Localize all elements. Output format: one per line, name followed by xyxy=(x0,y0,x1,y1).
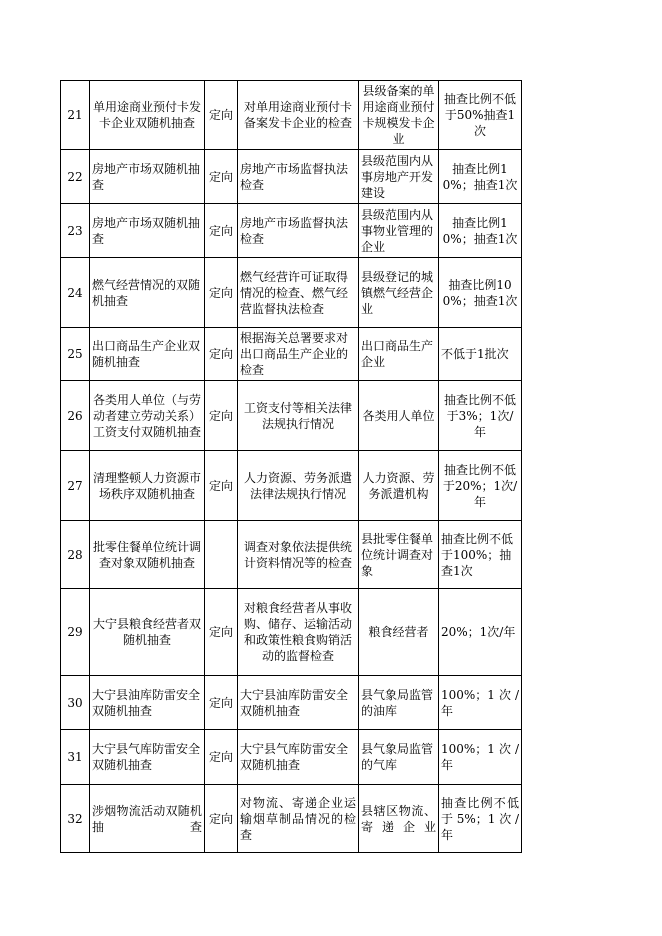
row-number: 24 xyxy=(61,258,90,328)
row-number: 29 xyxy=(61,589,90,676)
inspection-type: 定向 xyxy=(205,451,238,521)
inspection-content: 房地产市场监督执法检查 xyxy=(238,150,359,204)
inspection-type: 定向 xyxy=(205,81,238,150)
item-name: 燃气经营情况的双随机抽查 xyxy=(90,258,205,328)
inspection-type xyxy=(205,521,238,589)
item-name: 大宁县油库防雷安全双随机抽查 xyxy=(90,676,205,730)
inspection-object: 县级范围内从事房地产开发建设 xyxy=(359,150,439,204)
inspection-ratio: 抽查比例不低于20%；1次/年 xyxy=(439,451,522,521)
inspection-content: 对粮食经营者从事收购、储存、运输活动和政策性粮食购销活动的监督检查 xyxy=(238,589,359,676)
row-number: 27 xyxy=(61,451,90,521)
inspection-object: 出口商品生产企业 xyxy=(359,328,439,381)
item-name: 清理整顿人力资源市场秩序双随机抽查 xyxy=(90,451,205,521)
inspection-content: 大宁县油库防雷安全双随机抽查 xyxy=(238,676,359,730)
inspection-content: 调查对象依法提供统计资料情况等的检查 xyxy=(238,521,359,589)
row-number: 28 xyxy=(61,521,90,589)
inspection-type: 定向 xyxy=(205,730,238,785)
item-name: 各类用人单位（与劳动者建立劳动关系）工资支付双随机抽查 xyxy=(90,381,205,451)
table-row xyxy=(61,328,522,381)
inspection-object: 县气象局监管的油库 xyxy=(359,676,439,730)
table-row xyxy=(61,730,522,785)
inspection-type: 定向 xyxy=(205,785,238,853)
item-name: 大宁县粮食经营者双随机抽查 xyxy=(90,589,205,676)
inspection-object: 县级备案的单用途商业预付卡规模发卡企业 xyxy=(359,81,439,150)
table-row xyxy=(61,589,522,676)
table-row xyxy=(61,676,522,730)
inspection-type: 定向 xyxy=(205,676,238,730)
row-number: 23 xyxy=(61,204,90,258)
item-name: 涉烟物流活动双随机抽查 xyxy=(90,785,205,853)
inspection-object: 县级范围内从事物业管理的企业 xyxy=(359,204,439,258)
row-number: 25 xyxy=(61,328,90,381)
inspection-content: 对单用途商业预付卡备案发卡企业的检查 xyxy=(238,81,359,150)
inspection-object: 各类用人单位 xyxy=(359,381,439,451)
inspection-ratio: 抽查比例不低于5%；1次/年 xyxy=(439,785,522,853)
inspection-ratio: 不低于1批次 xyxy=(439,328,522,381)
inspection-ratio: 抽查比例100%；抽查1次 xyxy=(439,258,522,328)
inspection-object: 人力资源、劳务派遣机构 xyxy=(359,451,439,521)
inspection-ratio: 抽查比例10%；抽查1次 xyxy=(439,204,522,258)
row-number: 32 xyxy=(61,785,90,853)
inspection-object: 粮食经营者 xyxy=(359,589,439,676)
inspection-content: 房地产市场监督执法检查 xyxy=(238,204,359,258)
table-row xyxy=(61,521,522,589)
item-name: 单用途商业预付卡发卡企业双随机抽查 xyxy=(90,81,205,150)
inspection-content: 对物流、寄递企业运输烟草制品情况的检查 xyxy=(238,785,359,853)
item-name: 房地产市场双随机抽查 xyxy=(90,204,205,258)
item-name: 批零住餐单位统计调查对象双随机抽查 xyxy=(90,521,205,589)
inspection-object: 县批零住餐单位统计调查对象 xyxy=(359,521,439,589)
inspection-ratio: 100%；1次/年 xyxy=(439,730,522,785)
item-name: 大宁县气库防雷安全双随机抽查 xyxy=(90,730,205,785)
inspection-content: 工资支付等相关法律法规执行情况 xyxy=(238,381,359,451)
inspection-ratio: 抽查比例不低于100%；抽查1次 xyxy=(439,521,522,589)
inspection-ratio: 100%；1次/年 xyxy=(439,676,522,730)
row-number: 21 xyxy=(61,81,90,150)
inspection-ratio: 抽查比例不低于3%；1次/年 xyxy=(439,381,522,451)
table-row xyxy=(61,81,522,150)
inspection-object: 县级登记的城镇燃气经营企业 xyxy=(359,258,439,328)
inspection-object: 县气象局监管的气库 xyxy=(359,730,439,785)
table-row xyxy=(61,381,522,451)
inspection-type: 定向 xyxy=(205,328,238,381)
inspection-object: 县辖区物流、寄递企业 xyxy=(359,785,439,853)
table-row xyxy=(61,150,522,204)
inspection-type: 定向 xyxy=(205,589,238,676)
inspection-type: 定向 xyxy=(205,150,238,204)
row-number: 26 xyxy=(61,381,90,451)
inspection-type: 定向 xyxy=(205,204,238,258)
inspection-content: 燃气经营许可证取得情况的检查、燃气经营监督执法检查 xyxy=(238,258,359,328)
item-name: 房地产市场双随机抽查 xyxy=(90,150,205,204)
item-name: 出口商品生产企业双随机抽查 xyxy=(90,328,205,381)
table-row xyxy=(61,204,522,258)
row-number: 30 xyxy=(61,676,90,730)
inspection-type: 定向 xyxy=(205,258,238,328)
inspection-table xyxy=(60,80,522,853)
inspection-content: 大宁县气库防雷安全双随机抽查 xyxy=(238,730,359,785)
inspection-ratio: 抽查比例不低于50%抽查1次 xyxy=(439,81,522,150)
row-number: 22 xyxy=(61,150,90,204)
table-row xyxy=(61,785,522,853)
inspection-type: 定向 xyxy=(205,381,238,451)
row-number: 31 xyxy=(61,730,90,785)
inspection-content: 人力资源、劳务派遣法律法规执行情况 xyxy=(238,451,359,521)
table-row xyxy=(61,451,522,521)
table-row xyxy=(61,258,522,328)
inspection-ratio: 抽查比例10%；抽查1次 xyxy=(439,150,522,204)
inspection-ratio: 20%；1次/年 xyxy=(439,589,522,676)
inspection-content: 根据海关总署要求对出口商品生产企业的检查 xyxy=(238,328,359,381)
